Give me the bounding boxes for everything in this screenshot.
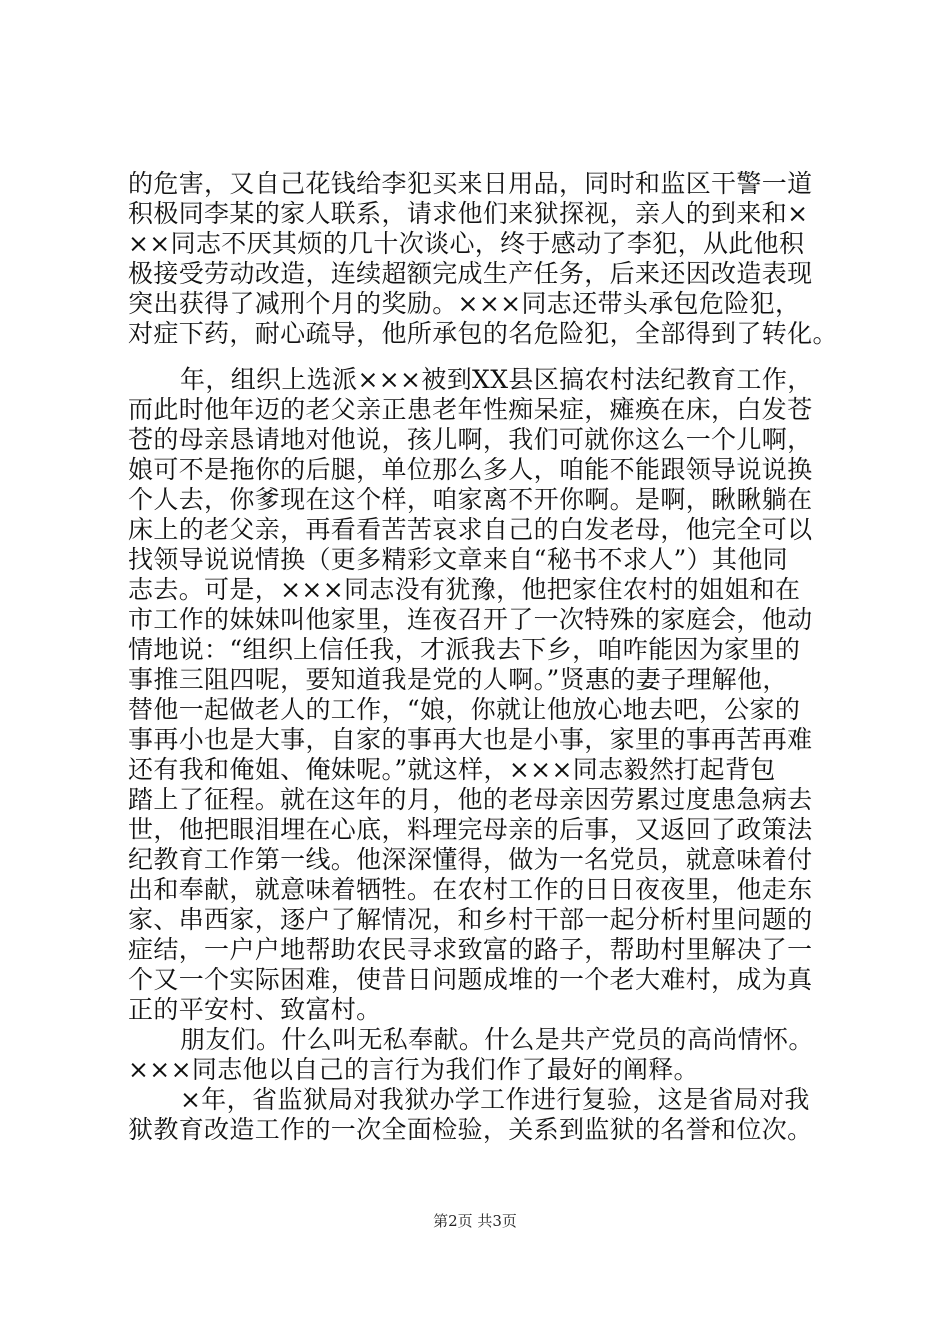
text-line: 个又一个实际困难，使昔日问题成堆的一个老大难村，成为真 [128, 965, 813, 994]
text-line: 朋友们。什么叫无私奉献。什么是共产党员的高尚情怀。 [180, 1025, 814, 1054]
text-line: 狱教育改造工作的一次全面检验，关系到监狱的名誉和位次。 [128, 1115, 813, 1144]
text-line: 还有我和俺姐、俺妹呢。”就这样，×××同志毅然打起背包 [128, 755, 776, 784]
text-line: ×××同志他以自己的言行为我们作了最好的阐释。 [128, 1055, 699, 1084]
text-line: 市工作的妹妹叫他家里，连夜召开了一次特殊的家庭会，他动 [128, 605, 813, 634]
text-line: 积极同李某的家人联系，请求他们来狱探视，亲人的到来和× [128, 199, 809, 228]
text-line: 娘可不是拖你的后腿，单位那么多人，咱能不能跟领导说说换 [128, 455, 813, 484]
text-line: 突出获得了减刑个月的奖励。×××同志还带头承包危险犯， [128, 289, 801, 318]
text-line: 的危害，又自己花钱给李犯买来日用品，同时和监区干警一道 [128, 169, 813, 198]
text-line: 替他一起做老人的工作，“娘，你就让他放心地去吧，公家的 [128, 695, 801, 724]
text-line: 极接受劳动改造，连续超额完成生产任务，后来还因改造表现 [128, 259, 813, 288]
text-line: ×年，省监狱局对我狱办学工作进行复验，这是省局对我 [180, 1085, 810, 1114]
text-line: 纪教育工作第一线。他深深懂得，做为一名党员，就意味着付 [128, 845, 813, 874]
text-line: 个人去，你爹现在这个样，咱家离不开你啊。是啊，瞅瞅躺在 [128, 485, 813, 514]
text-line: 症结，一户户地帮助农民寻求致富的路子，帮助村里解决了一 [128, 935, 813, 964]
page-footer: 第2页 共3页 [433, 1212, 517, 1230]
text-line: 苍的母亲恳请地对他说，孩儿啊，我们可就你这么一个儿啊， [128, 425, 813, 454]
text-line: 对症下药，耐心疏导，他所承包的名危险犯，全部得到了转化。 [128, 319, 838, 348]
text-line: 出和奉献，就意味着牺牲。在农村工作的日日夜夜里，他走东 [128, 875, 813, 904]
text-line: 床上的老父亲，再看看苦苦哀求自己的白发老母，他完全可以 [128, 515, 813, 544]
text-line: 正的平安村、致富村。 [128, 995, 382, 1024]
text-line: 事再小也是大事，自家的事再大也是小事，家里的事再苦再难 [128, 725, 813, 754]
text-line: 事推三阻四呢，要知道我是党的人啊。”贤惠的妻子理解他， [128, 665, 788, 694]
text-line: 年，组织上选派×××被到XX县区搞农村法纪教育工作， [180, 365, 813, 394]
text-line: 情地说：“组织上信任我，才派我去下乡，咱咋能因为家里的 [128, 635, 801, 664]
text-line: 志去。可是，×××同志没有犹豫，他把家住农村的姐姐和在 [128, 575, 801, 604]
text-line: 而此时他年迈的老父亲正患老年性痴呆症，瘫痪在床，白发苍 [128, 395, 813, 424]
text-line: ××同志不厌其烦的几十次谈心，终于感动了李犯，从此他积 [128, 229, 805, 258]
text-line: 找领导说说情换（更多精彩文章来自“秘书不求人”）其他同 [128, 545, 789, 574]
text-line: 家、串西家，逐户了解情况，和乡村干部一起分析村里问题的 [128, 905, 813, 934]
text-line: 世，他把眼泪埋在心底，料理完母亲的后事，又返回了政策法 [128, 815, 813, 844]
text-line: 踏上了征程。就在这年的月，他的老母亲因劳累过度患急病去 [128, 785, 813, 814]
